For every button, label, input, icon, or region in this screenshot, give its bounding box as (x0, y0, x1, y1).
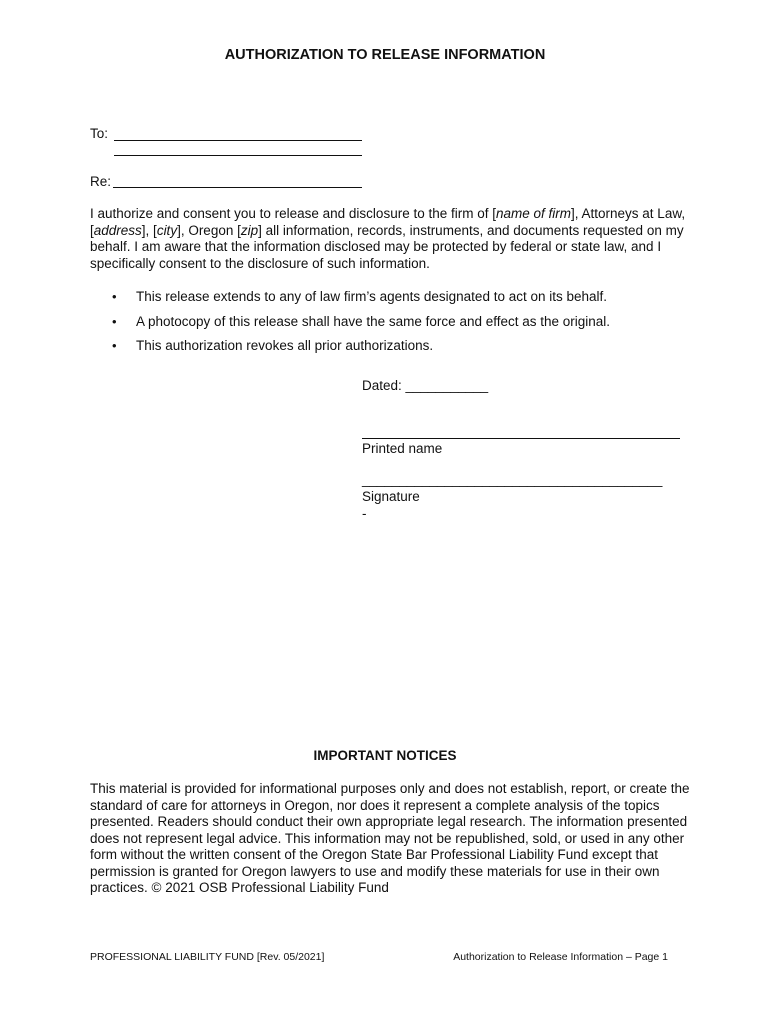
footer-left: PROFESSIONAL LIABILITY FUND [Rev. 05/2021] (90, 951, 325, 963)
paragraph-part-3: ], [ (141, 222, 157, 238)
address-placeholder: address (93, 222, 142, 238)
document-title: AUTHORIZATION TO RELEASE INFORMATION (224, 47, 546, 63)
printed-name-label: Printed name (362, 441, 443, 456)
to-label: To: (90, 126, 109, 141)
notices-text: This material is provided for informational purposes only and does not establish, report, or create the standard of care for attorneys in Oregon, nor does it represent a complete analysis of the topics presented. Readers should conduct their own appropriate legal research. The information presented does not represent legal advice. This information may not be republished, sold, or used in any other form without the written consent of the Oregon State Bar Professional Liability Fund except that permission is granted for Oregon lawyers to use and modify these materials for use in their own practices. © 2021 OSB Professional Liability Fund (90, 781, 690, 895)
re-line[interactable] (113, 187, 362, 188)
paragraph-part-1: I authorize and consent you to release and disclosure to the firm of [ (90, 206, 496, 221)
notices-title: IMPORTANT NOTICES (313, 748, 457, 763)
list-item: • A photocopy of this release shall have the same force and effect as the original. (112, 313, 610, 338)
firm-placeholder: name of firm (495, 206, 572, 221)
signature-label: Signature (362, 489, 420, 504)
to-line-2[interactable] (114, 155, 362, 156)
signature-line[interactable]: ________________________________________ (362, 472, 663, 487)
signature-dash: - (362, 506, 367, 521)
footer-right: Authorization to Release Information – Page 1 (453, 951, 668, 963)
dated-field: Dated: ___________ (362, 378, 489, 393)
authorization-paragraph (90, 206, 690, 272)
bullet-list (112, 288, 610, 362)
re-label: Re: (90, 174, 112, 189)
zip-placeholder: zip (240, 222, 259, 238)
paragraph-part-2: ], Attorneys at Law, [ (90, 206, 686, 238)
printed-name-line[interactable] (362, 438, 680, 439)
list-item: • This authorization revokes all prior authorizations. (112, 337, 610, 362)
paragraph-part-4: ], Oregon [ (177, 222, 241, 238)
list-item: • This release extends to any of law firm’s agents designated to act on its behalf. (112, 288, 610, 313)
to-line-1[interactable] (114, 140, 362, 141)
paragraph-part-5: ] all information, records, instruments, and documents requested on my behalf. I am aware that the information disclosed may be protected by federal or state law, and I specifically consent to the disclosure of such information. (90, 222, 684, 271)
city-placeholder: city (156, 222, 178, 238)
